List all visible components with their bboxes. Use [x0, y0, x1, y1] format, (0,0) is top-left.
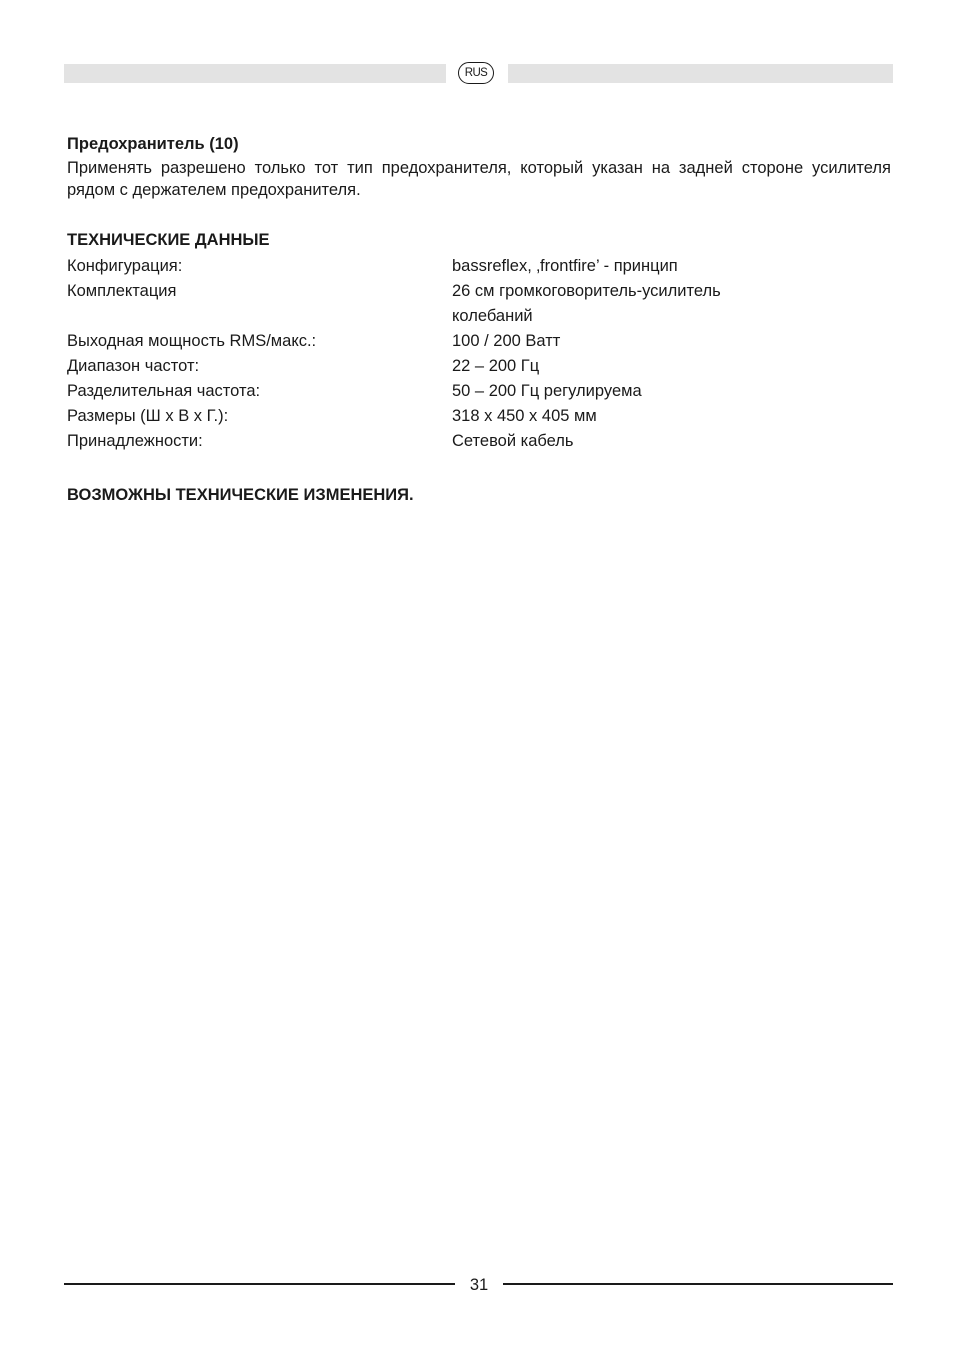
spec-row-crossover [67, 379, 891, 404]
spec-value: 26 см громкоговоритель-усилитель [452, 282, 721, 300]
spec-value: 100 / 200 Ватт [452, 332, 561, 350]
spec-list [67, 254, 891, 454]
spec-value: 22 – 200 Гц [452, 357, 540, 375]
spec-value: bassreflex, ‚frontfire’ - принцип [452, 257, 678, 275]
spec-value: 318 x 450 x 405 мм [452, 407, 597, 425]
spec-value: колебаний [452, 307, 533, 325]
spec-row-output-power [67, 329, 891, 354]
spec-row-equipment-continued [67, 304, 891, 329]
specs-title: ТЕХНИЧЕСКИЕ ДАННЫЕ [67, 231, 270, 249]
spec-label: Конфигурация: [67, 257, 183, 275]
spec-label [67, 304, 452, 329]
spec-value: Сетевой кабель [452, 432, 574, 450]
language-badge: RUS [458, 62, 494, 84]
page-number: 31 [469, 1276, 489, 1294]
spec-label: Разделительная частота: [67, 382, 261, 400]
footer-line-right [503, 1283, 893, 1285]
spec-label: Принадлежности: [67, 432, 203, 450]
fuse-section-text: Применять разрешено только тот тип предохранителя, который указан на задней стороне усилителя рядом с держателем предохранителя. [67, 159, 891, 199]
spec-row-frequency-range [67, 354, 891, 379]
footer-line-left [64, 1283, 455, 1285]
fuse-section-title: Предохранитель (10) [67, 135, 239, 153]
technical-changes-notice: ВОЗМОЖНЫ ТЕХНИЧЕСКИЕ ИЗМЕНЕНИЯ. [67, 486, 414, 504]
spec-label: Диапазон частот: [67, 357, 200, 375]
spec-row-dimensions [67, 404, 891, 429]
spec-label: Размеры (Ш x В x Г.): [67, 407, 229, 425]
spec-label: Выходная мощность RMS/макс.: [67, 332, 317, 350]
spec-row-equipment [67, 279, 891, 304]
spec-label: Комплектация [67, 282, 177, 300]
spec-value: 50 – 200 Гц регулируема [452, 382, 642, 400]
page-content [67, 133, 891, 506]
spec-row-accessories [67, 429, 891, 454]
spec-row-configuration [67, 254, 891, 279]
